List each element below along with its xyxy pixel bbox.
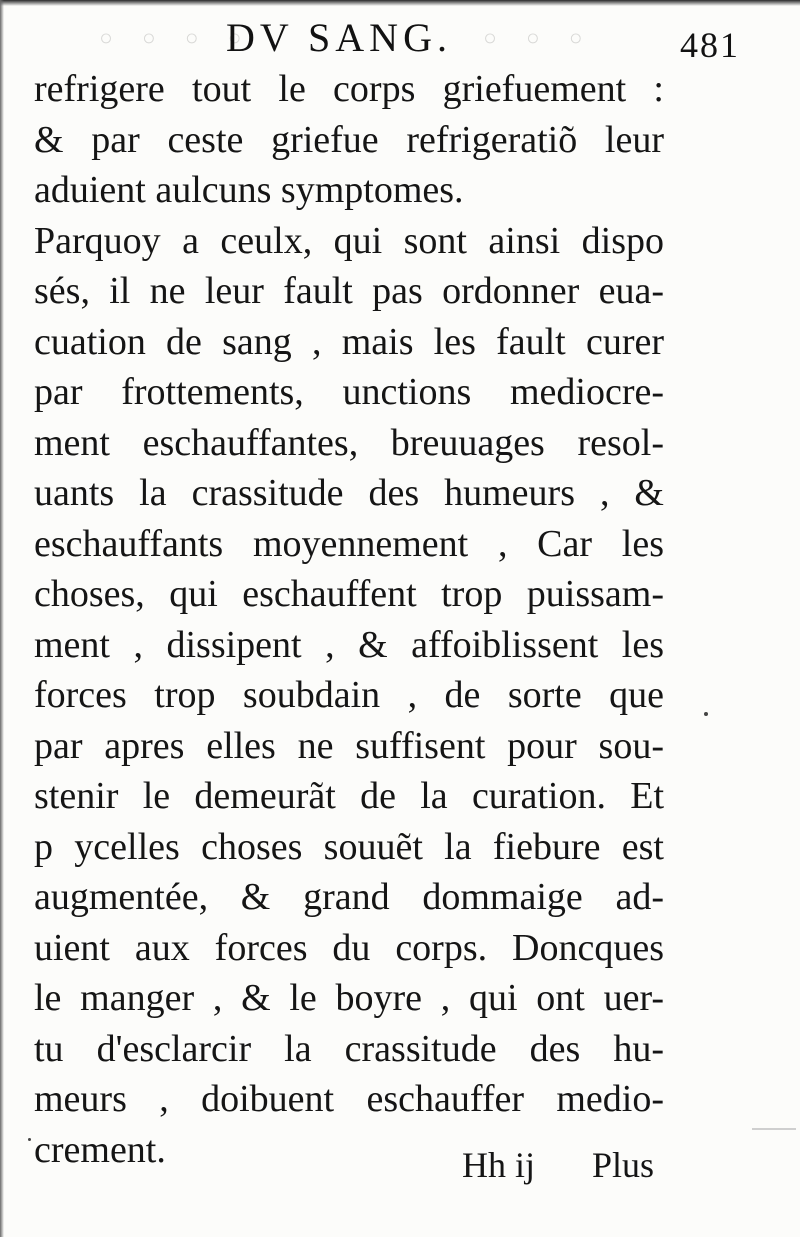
text-line: p ycelles choses souuẽt la fiebure est	[34, 825, 664, 868]
text-line: refrigere tout le corps griefuement :	[34, 68, 664, 110]
text-line: stenir le demeurãt de la curation. Et	[34, 775, 664, 817]
text-line: par frottements, unctions mediocre-	[34, 371, 664, 413]
scan-edge-left	[0, 0, 4, 1237]
scan-edge-top	[0, 0, 800, 6]
body-text	[34, 64, 664, 1175]
text-line: par apres elles ne suffisent pour sou-	[34, 724, 664, 767]
signature-mark: Hh ij	[462, 1145, 536, 1185]
text-line: crement.	[34, 1128, 166, 1171]
show-through-decoration: ◦ ◦ ◦ ◦	[96, 20, 251, 60]
text-line: forces trop soubdain , de sorte que	[34, 674, 664, 716]
page-number: 481	[680, 25, 740, 65]
text-line: & par ceste griefue refrigeratiõ leur	[34, 118, 664, 161]
catchline	[462, 1144, 654, 1186]
text-line: choses, qui eschauffent trop puissam-	[34, 573, 664, 615]
text-line: uient aux forces du corps. Doncques	[34, 926, 664, 969]
text-line: ment , dissipent , & affoiblissent les	[34, 623, 664, 666]
show-through-decoration: ◦ ◦ ◦	[480, 20, 592, 60]
ink-speck-decoration	[704, 712, 708, 716]
text-line: aduient aulcuns symptomes.	[34, 169, 464, 211]
text-line: augmentée, & grand dommaige ad-	[34, 876, 664, 918]
text-line: Parquoy a ceulx, qui sont ainsi dispo	[34, 219, 664, 262]
text-line: cuation de sang , mais les fault curer	[34, 320, 664, 363]
text-line: eschauffants moyennement , Car les	[34, 522, 664, 565]
text-line: uants la crassitude des humeurs , &	[34, 472, 664, 514]
ink-speck-decoration	[28, 1138, 31, 1141]
margin-rule-decoration	[752, 1128, 796, 1130]
text-line: meurs , doibuent eschauffer medio-	[34, 1078, 664, 1120]
text-line: sés, il ne leur fault pas ordonner eua-	[34, 270, 664, 312]
text-line: le manger , & le boyre , qui ont uer-	[34, 977, 664, 1019]
text-line: ment eschauffantes, breuuages resol-	[34, 421, 664, 464]
text-line: tu d'esclarcir la crassitude des hu-	[34, 1027, 664, 1070]
running-head: DV SANG.	[226, 15, 452, 60]
catchword: Plus	[591, 1145, 654, 1185]
